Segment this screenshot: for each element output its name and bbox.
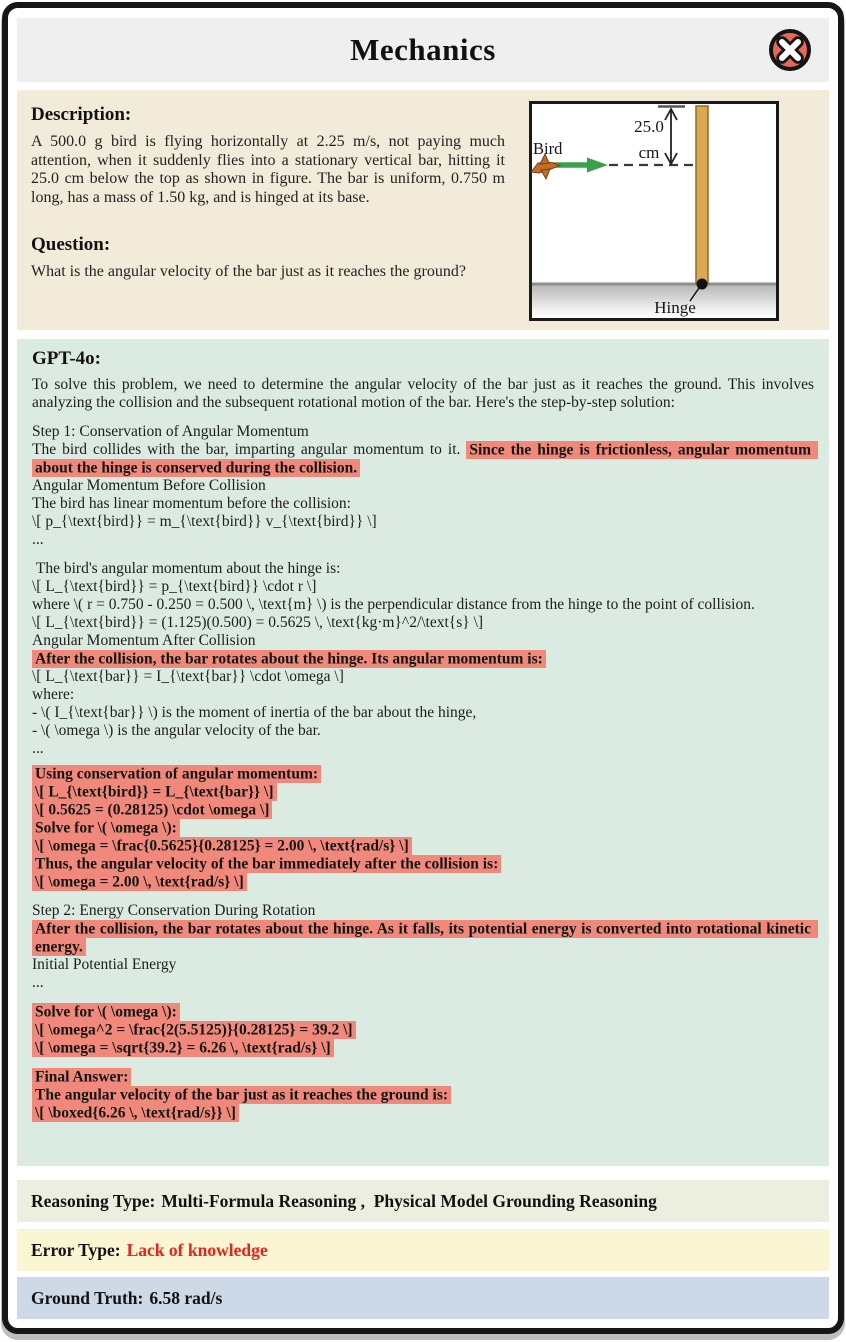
card-frame xyxy=(2,2,844,1334)
gpt-paragraph xyxy=(32,704,814,722)
gpt-text: The bird's angular momentum about the hinge is: xyxy=(32,560,341,577)
gpt-paragraph xyxy=(32,1068,814,1086)
gpt-text: where: xyxy=(32,686,75,703)
description-label: Description: xyxy=(31,104,132,125)
gpt-text: where \( r = 0.750 - 0.250 = 0.500 \, \text{m} \) is the perpendicular distance from the hinge to the point of collision. xyxy=(32,596,755,613)
description-text: A 500.0 g bird is flying horizontally at 2.25 m/s, not paying much attention, when it suddenly flies into a stationary vertical bar, hitting it 25.0 cm below the top as shown in figure. The bar is uniform, 0.750 m long, has a mass of 1.50 kg, and is hinged at its base. xyxy=(31,133,505,206)
gpt-paragraph xyxy=(32,722,814,740)
gpt-blank-line xyxy=(32,549,814,560)
gpt-blank-line xyxy=(32,412,814,423)
gpt-paragraph xyxy=(32,783,814,801)
gpt-paragraph xyxy=(32,1039,814,1057)
gpt-text: Step 2: Energy Conservation During Rotation xyxy=(32,902,316,919)
highlighted-text: Using conservation of angular momentum: xyxy=(32,765,321,783)
gpt-paragraph xyxy=(32,873,814,891)
vertical-bar xyxy=(696,106,708,284)
highlighted-text: \[ \omega = \frac{0.5625}{0.28125} = 2.00 \, \text{rad/s} \] xyxy=(32,837,412,855)
highlighted-text: Thus, the angular velocity of the bar immediately after the collision is: xyxy=(32,855,501,873)
gpt-paragraph xyxy=(32,441,814,477)
gpt-blank-line xyxy=(32,891,814,902)
gpt-text: \[ L_{\text{bird}} = (1.125)(0.500) = 0.5625 \, \text{kg·m}^2/\text{s} \] xyxy=(32,614,484,631)
gpt-paragraph xyxy=(32,1003,814,1021)
gpt-paragraph xyxy=(32,477,814,495)
gpt-text: Angular Momentum Before Collision xyxy=(32,477,266,494)
hinge-dot xyxy=(697,279,708,290)
highlighted-text: After the collision, the bar rotates about the hinge. As it falls, its potential energy is converted into rotational kinetic energy. xyxy=(32,920,818,956)
reasoning-type-value: Multi-Formula Reasoning , Physical Model Grounding Reasoning xyxy=(161,1190,657,1211)
gpt-paragraph xyxy=(32,686,814,704)
page-title: Mechanics xyxy=(350,32,496,67)
reasoning-type-row xyxy=(17,1180,829,1222)
close-icon xyxy=(767,27,813,73)
gpt-paragraph xyxy=(32,855,814,873)
bird-label: Bird xyxy=(533,139,563,158)
gpt-paragraph xyxy=(32,614,814,632)
gpt-text: - \( \omega \) is the angular velocity of the bar. xyxy=(32,722,321,739)
gpt-text: To solve this problem, we need to determine the angular velocity of the bar just as it reaches the ground. This involves analyzing the collision and the subsequent rotational motion of the bar. Here's the step-by-step solution: xyxy=(32,376,818,411)
highlighted-text: Solve for \( \omega \): xyxy=(32,1003,180,1021)
ground-truth-row xyxy=(17,1277,829,1319)
highlighted-text: After the collision, the bar rotates about the hinge. Its angular momentum is: xyxy=(32,650,546,668)
highlighted-text: The angular velocity of the bar just as it reaches the ground is: xyxy=(32,1086,451,1104)
model-answer-panel xyxy=(17,339,829,1166)
reasoning-type-label: Reasoning Type: xyxy=(31,1190,156,1211)
gpt-paragraph xyxy=(32,1021,814,1039)
dimension-unit-label: cm xyxy=(638,143,660,162)
gpt-paragraph xyxy=(32,495,814,513)
gpt-text: ... xyxy=(32,974,44,991)
gpt-text: The bird collides with the bar, imparting angular momentum to it. xyxy=(32,441,467,458)
highlighted-text: Since the hinge is frictionless, angular momentum about the hinge is conserved during the collision. xyxy=(32,441,818,477)
gpt-paragraph xyxy=(32,423,814,441)
gpt-blank-line xyxy=(32,1057,814,1068)
gpt-text: ... xyxy=(32,740,44,757)
gpt-text: \[ L_{\text{bar}} = I_{\text{bar}} \cdot \omega \] xyxy=(32,668,344,685)
gpt-paragraph xyxy=(32,513,814,531)
highlighted-text: Solve for \( \omega \): xyxy=(32,819,180,837)
gpt-paragraph xyxy=(32,1086,814,1104)
highlighted-text: \[ \boxed{6.26 \, \text{rad/s}} \] xyxy=(32,1104,239,1122)
gpt-paragraph xyxy=(32,376,818,412)
title-bar xyxy=(17,18,829,82)
model-name-label: GPT-4o: xyxy=(32,348,101,369)
gpt-text: The bird has linear momentum before the collision: xyxy=(32,495,351,512)
bird-bar-diagram xyxy=(529,101,779,321)
gpt-text: Step 1: Conservation of Angular Momentum xyxy=(32,423,309,440)
gpt-text: Angular Momentum After Collision xyxy=(32,632,256,649)
gpt-paragraph xyxy=(32,819,814,837)
gpt-paragraph xyxy=(32,650,814,668)
close-button[interactable] xyxy=(767,27,813,73)
gpt-paragraph xyxy=(32,765,814,783)
gpt-paragraph xyxy=(32,902,814,920)
gpt-blank-line xyxy=(32,758,814,765)
ground-truth-label: Ground Truth: xyxy=(31,1287,144,1308)
highlighted-text: Final Answer: xyxy=(32,1068,131,1086)
gpt-text: \[ L_{\text{bird}} = p_{\text{bird}} \cdot r \] xyxy=(32,578,317,595)
ground-truth-value: 6.58 rad/s xyxy=(149,1287,223,1308)
gpt-paragraph xyxy=(32,578,814,596)
highlighted-text: \[ L_{\text{bird}} = L_{\text{bar}} \] xyxy=(32,783,277,801)
question-text: What is the angular velocity of the bar just as it reaches the ground? xyxy=(31,263,466,280)
gpt-blank-line xyxy=(32,992,814,1003)
highlighted-text: \[ \omega = 2.00 \, \text{rad/s} \] xyxy=(32,873,247,891)
gpt-paragraph xyxy=(32,560,814,578)
gpt-paragraph xyxy=(32,920,814,956)
gpt-paragraph xyxy=(32,1104,814,1122)
problem-panel xyxy=(17,90,829,330)
dimension-value-label: 25.0 xyxy=(634,117,664,136)
error-type-value: Lack of knowledge xyxy=(126,1239,268,1260)
gpt-text: ... xyxy=(32,531,44,548)
question-label: Question: xyxy=(31,234,111,255)
gpt-paragraph xyxy=(32,531,814,549)
gpt-text: - \( I_{\text{bar}} \) is the moment of inertia of the bar about the hinge, xyxy=(32,704,477,721)
gpt-text: Initial Potential Energy xyxy=(32,956,177,973)
problem-figure xyxy=(529,101,779,321)
gpt-paragraph xyxy=(32,837,814,855)
gpt-text: \[ p_{\text{bird}} = m_{\text{bird}} v_{\text{bird}} \] xyxy=(32,513,377,530)
gpt-paragraph xyxy=(32,956,814,974)
gpt-paragraph xyxy=(32,801,814,819)
highlighted-text: \[ \omega = \sqrt{39.2} = 6.26 \, \text{rad/s} \] xyxy=(32,1039,334,1057)
highlighted-text: \[ \omega^2 = \frac{2(5.5125)}{0.28125} = 39.2 \] xyxy=(32,1021,356,1039)
gpt-paragraph xyxy=(32,668,814,686)
highlighted-text: \[ 0.5625 = (0.28125) \cdot \omega \] xyxy=(32,801,272,819)
gpt-paragraph xyxy=(32,974,814,992)
gpt-paragraph xyxy=(32,632,814,650)
gpt-response xyxy=(32,376,818,1122)
gpt-paragraph xyxy=(32,740,814,758)
error-type-label: Error Type: xyxy=(31,1239,121,1260)
gpt-paragraph xyxy=(32,596,814,614)
error-type-row xyxy=(17,1229,829,1271)
hinge-label: Hinge xyxy=(654,298,696,317)
